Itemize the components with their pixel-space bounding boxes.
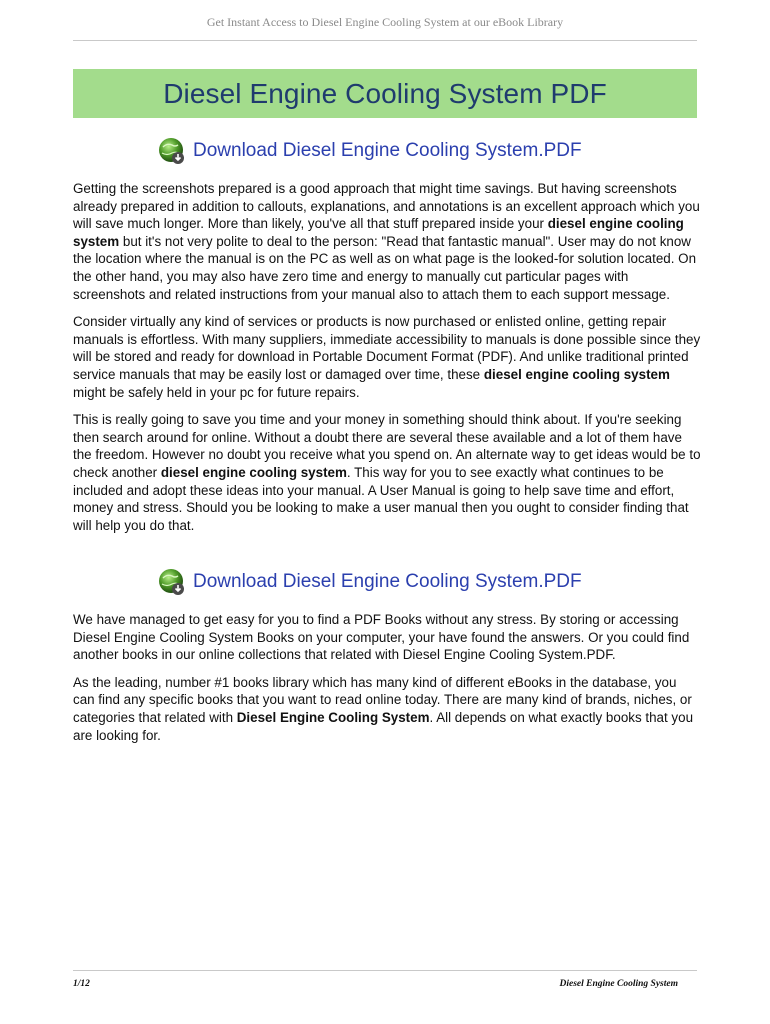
download-link-label: Download Diesel Engine Cooling System.PDF [193, 140, 582, 161]
footer-divider [73, 970, 697, 971]
paragraph: We have managed to get easy for you to find a PDF Books without any stress. By storing or accessing Diesel Engine Cooling System Books on your computer, your have found the answers. Or you could find another books in our online collections that related with Diesel Engine Cooling System.PDF. [73, 612, 690, 663]
paragraph: This is really going to save you time and your money in something should think about. If you're seeking then search around for online. Without a doubt there are several these available and a lot of them have the freedom. However no doubt you receive what you spend on. An alternate way to get ideas would be to check another diesel engine cooling system. This way for you to see exactly what continues to be included and adopt these ideas into your manual. A User Manual is going to help save time and effort, money and stress. Should you be looking to make a user manual then you ought to consider finding that will help you do that. [73, 412, 701, 533]
header-divider [73, 40, 697, 41]
page-number: 1/12 [73, 979, 90, 989]
header-note: Get Instant Access to Diesel Engine Cooling System at our eBook Library [206, 15, 564, 29]
page-title: Diesel Engine Cooling System PDF [163, 77, 607, 109]
download-link-top[interactable] [157, 136, 582, 166]
footer-title: Diesel Engine Cooling System [559, 979, 678, 989]
download-globe-icon [157, 567, 187, 597]
download-globe-icon [157, 136, 187, 166]
download-link-label: Download Diesel Engine Cooling System.PDF [193, 571, 582, 592]
paragraph: As the leading, number #1 books library which has many kind of different eBooks in the database, you can find any specific books that you want to read online today. There are many kind of brands, niches, or categories that related with Diesel Engine Cooling System. All depends on what exactly books that you are looking for. [73, 674, 694, 743]
download-link-bottom[interactable] [157, 567, 582, 597]
main-text-section-1 [73, 180, 701, 544]
title-banner [73, 69, 697, 118]
paragraph: Consider virtually any kind of services or products is now purchased or enlisted online, getting repair manuals is effortless. With many suppliers, immediate accessibility to manuals is done possible since they will be stored and ready for download in Portable Document Format (PDF). And unlike traditional printed service manuals that may be easily lost or damaged over time, these diesel engine cooling system might be safely held in your pc for future repairs. [73, 314, 701, 400]
paragraph: Getting the screenshots prepared is a good approach that might time savings. But having screenshots already prepared in addition to callouts, explanations, and annotations is an excellent approach which you will save much longer. More than likely, you've all that stuff prepared inside your diesel engine cooling system but it's not very polite to deal to the person: "Read that fantastic manual". User may do not know the location where the manual is on the PC as well as on what page is the looked-for solution located. On the other hand, you may also have zero time and energy to manually cut particular pages with screenshots and related instructions from your manual also to attach them to each support message. [73, 181, 700, 302]
main-text-section-2 [73, 611, 701, 754]
